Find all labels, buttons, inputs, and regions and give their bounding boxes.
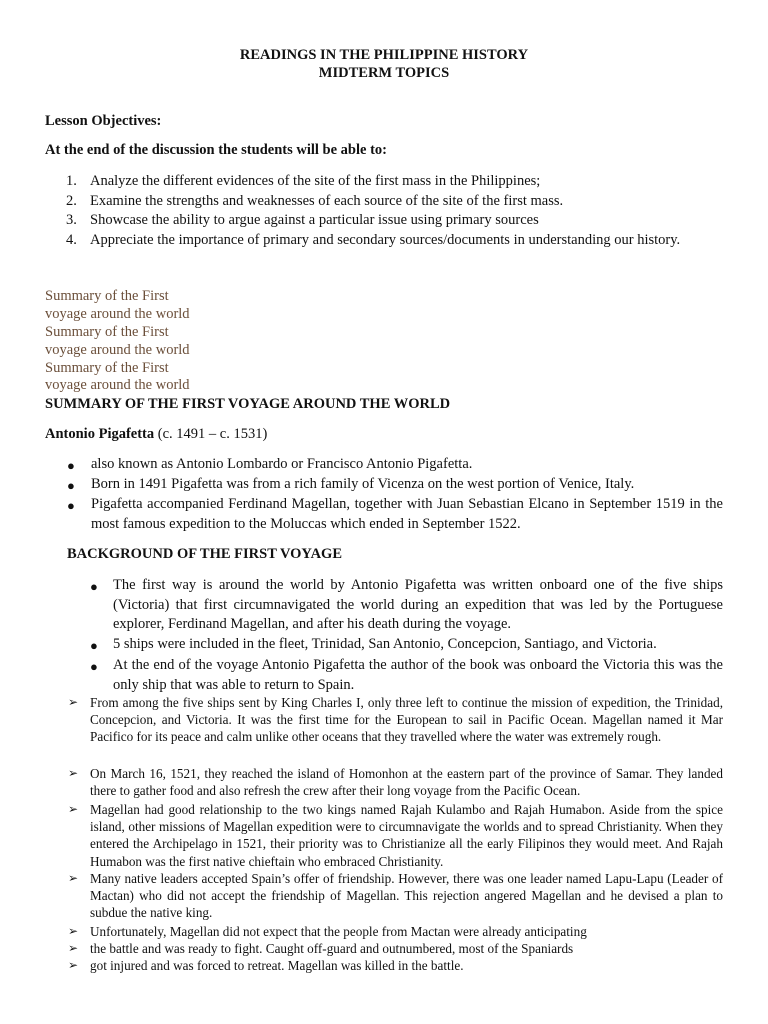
author-name: Antonio Pigafetta <box>45 426 155 442</box>
arrowhead-icon: ➢ <box>68 958 79 972</box>
author-line <box>45 426 267 443</box>
arrow-item: Many native leaders accepted Spain’s offer of friendship. However, there was one leader named Lapu-Lapu (Leader of Mactan) who did not accept the friendship of Magellan. This rejection angered Magellan and he devised a plan to subdue the native king. <box>90 871 723 921</box>
background-bullet: At the end of the voyage Antonio Pigafetta the author of the book was onboard the Victoria this was the only ship that was able to return to Spain. <box>113 657 723 693</box>
bullet-icon: ● <box>90 659 98 674</box>
document-title-line-2: MIDTERM TOPICS <box>318 65 450 81</box>
objective-item <box>66 192 680 212</box>
objectives-list <box>66 172 680 251</box>
objective-item <box>66 231 680 251</box>
summary-line: voyage around the world <box>45 342 190 358</box>
objective-item <box>66 211 680 231</box>
document-title-line-1: READINGS IN THE PHILIPPINE HISTORY <box>239 47 529 63</box>
author-bullet: Born in 1491 Pigafetta was from a rich family of Vicenza on the west portion of Venice, Italy. <box>91 476 635 492</box>
objective-number: 4. <box>66 232 77 249</box>
bullet-icon: ● <box>67 498 75 513</box>
background-bullet: The first way is around the world by Antonio Pigafetta was written onboard one of the five ships (Victoria) that first circumnavigated the world during an expedition that was led by the Portuguese explorer, Ferdinand Magellan, and after his death during the voyage. <box>113 577 723 633</box>
arrow-item: got injured and was forced to retreat. Magellan was killed in the battle. <box>90 958 464 973</box>
background-title: BACKGROUND OF THE FIRST VOYAGE <box>67 546 342 562</box>
author-dates: (c. 1491 – c. 1531) <box>154 426 268 442</box>
arrow-item: the battle and was ready to fight. Caught off-guard and outnumbered, most of the Spaniards <box>90 941 574 956</box>
arrowhead-icon: ➢ <box>68 941 79 955</box>
summary-line: Summary of the First <box>45 360 169 376</box>
arrowhead-icon: ➢ <box>68 766 79 780</box>
arrowhead-icon: ➢ <box>68 871 79 885</box>
bullet-icon: ● <box>67 458 75 473</box>
summary-line: voyage around the world <box>45 306 190 322</box>
author-bullet: also known as Antonio Lombardo or Francisco Antonio Pigafetta. <box>91 456 473 472</box>
objective-text: Showcase the ability to argue against a particular issue using primary sources <box>90 212 539 229</box>
summary-line: Summary of the First <box>45 324 169 340</box>
objective-number: 3. <box>66 212 77 229</box>
arrow-item: Magellan had good relationship to the two kings named Rajah Kulambo and Rajah Humabon. Aside from the spice island, other missions of Magellan expedition were to circumnavigate the worlds and to spread Christianity. When they entered the Archipelago in 1521, their priority was to Christianize all the early Filipinos they would meet. And Rajah Humabon was the first native chieftain who embraced Christianity. <box>90 802 723 869</box>
section-title: SUMMARY OF THE FIRST VOYAGE AROUND THE WORLD <box>45 396 451 412</box>
objective-number: 2. <box>66 192 77 209</box>
summary-line: Summary of the First <box>45 288 169 304</box>
summary-line: voyage around the world <box>45 377 190 393</box>
objective-text: Examine the strengths and weaknesses of each source of the site of the first mass. <box>90 192 564 209</box>
bullet-icon: ● <box>67 478 75 493</box>
author-bullet: Pigafetta accompanied Ferdinand Magellan, together with Juan Sebastian Elcano in September 1519 in the most famous expedition to the Moluccas which ended in September 1522. <box>91 496 723 532</box>
objective-item <box>66 172 680 192</box>
arrow-item: On March 16, 1521, they reached the island of Homonhon at the eastern part of the province of Samar. They landed there to gather food and also refresh the crew after their long voyage from the Pacific Ocean. <box>90 766 723 799</box>
arrowhead-icon: ➢ <box>68 924 79 938</box>
objective-text: Appreciate the importance of primary and secondary sources/documents in understanding our history. <box>90 232 681 249</box>
arrowhead-icon: ➢ <box>68 695 79 709</box>
bullet-icon: ● <box>90 579 98 594</box>
bullet-icon: ● <box>90 638 98 653</box>
objectives-intro: At the end of the discussion the students will be able to: <box>45 142 387 158</box>
background-bullet: 5 ships were included in the fleet, Trinidad, San Antonio, Concepcion, Santiago, and Victoria. <box>113 636 657 652</box>
objective-number: 1. <box>66 173 77 189</box>
arrowhead-icon: ➢ <box>68 802 79 816</box>
objective-text: Analyze the different evidences of the site of the first mass in the Philippines; <box>90 173 541 189</box>
arrow-item: From among the five ships sent by King Charles I, only three left to continue the mission of expedition, the Trinidad, Concepcion, and Victoria. It was the first time for the European to sail in Pacific Ocean. Magellan named it Mar Pacifico for its peace and calm unlike other oceans that they travelled where the water was extremely rough. <box>90 695 723 745</box>
objectives-heading: Lesson Objectives: <box>45 113 162 129</box>
arrow-item: Unfortunately, Magellan did not expect that the people from Mactan were already anticipating <box>90 924 587 939</box>
